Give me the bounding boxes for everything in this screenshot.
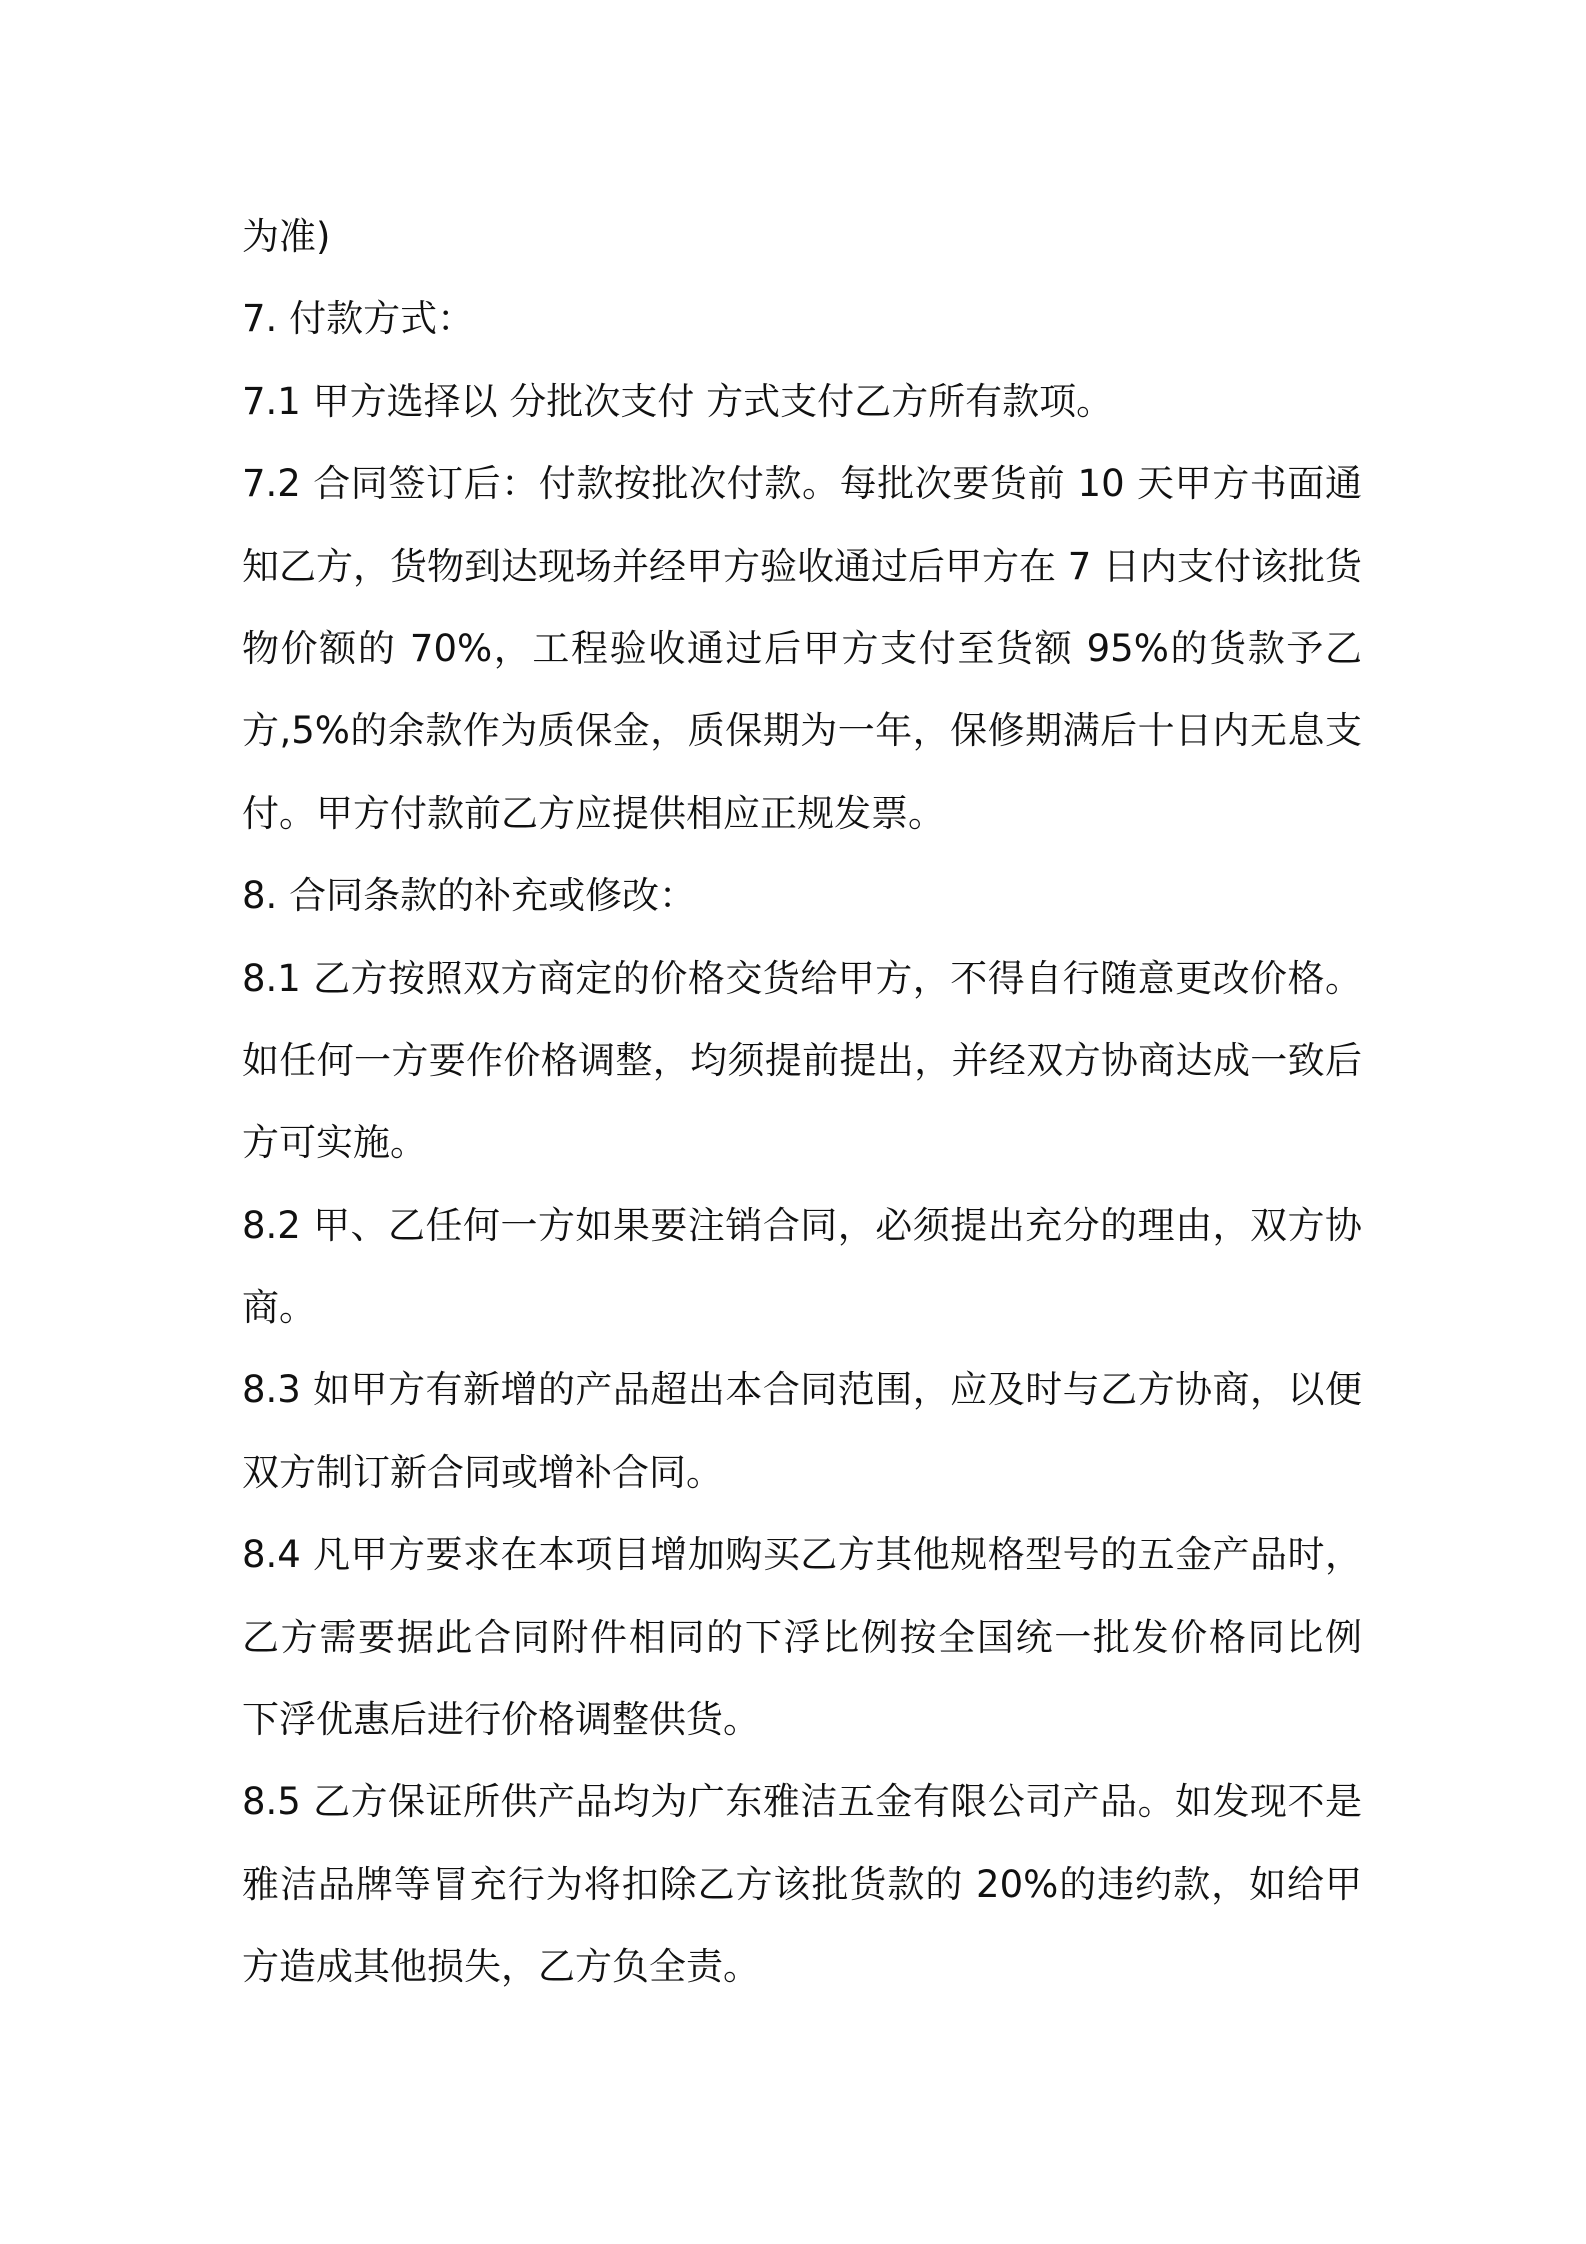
text-line: 付。甲方付款前乙方应提供相应正规发票。 — [242, 791, 945, 835]
text-line: 双方制订新合同或增补合同。 — [242, 1450, 723, 1494]
text-line: 方可实施。 — [242, 1121, 427, 1165]
section-heading-payment: 7. 付款方式： — [242, 297, 475, 341]
text-line: 物价额的 70%，工程验收通过后甲方支付至货额 95%的货款予乙 — [242, 626, 1362, 670]
text-line: 雅洁品牌等冒充行为将扣除乙方该批货款的 20%的违约款，如给甲 — [242, 1862, 1362, 1906]
section-heading-amendments: 8. 合同条款的补充或修改： — [242, 874, 697, 918]
text-line: 8.1 乙方按照双方商定的价格交货给甲方，不得自行随意更改价格。 — [242, 956, 1362, 1000]
text-line: 7.2 合同签订后：付款按批次付款。每批次要货前 10 天甲方书面通 — [242, 462, 1362, 506]
text-line: 下浮优惠后进行价格调整供货。 — [242, 1698, 760, 1742]
text-line: 如任何一方要作价格调整，均须提前提出，并经双方协商达成一致后 — [242, 1038, 1362, 1082]
text-line: 为准) — [242, 215, 331, 258]
text-line: 8.4 凡甲方要求在本项目增加购买乙方其他规格型号的五金产品时， — [242, 1533, 1362, 1577]
text-line: 方造成其他损失，乙方负全责。 — [242, 1945, 760, 1989]
text-line: 商。 — [242, 1286, 316, 1330]
text-line: 8.3 如甲方有新增的产品超出本合同范围，应及时与乙方协商，以便 — [242, 1368, 1362, 1412]
text-line: 8.2 甲、乙任何一方如果要注销合同，必须提出充分的理由，双方协 — [242, 1203, 1362, 1247]
text-line: 8.5 乙方保证所供产品均为广东雅洁五金有限公司产品。如发现不是 — [242, 1780, 1362, 1824]
text-line: 7.1 甲方选择以 分批次支付 方式支付乙方所有款项。 — [242, 379, 1114, 423]
text-line: 知乙方，货物到达现场并经甲方验收通过后甲方在 7 日内支付该批货 — [242, 544, 1362, 588]
document-body — [242, 196, 1362, 2009]
text-line: 乙方需要据此合同附件相同的下浮比例按全国统一批发价格同比例 — [242, 1615, 1362, 1659]
text-line: 方,5%的余款作为质保金，质保期为一年，保修期满后十日内无息支 — [242, 709, 1362, 753]
